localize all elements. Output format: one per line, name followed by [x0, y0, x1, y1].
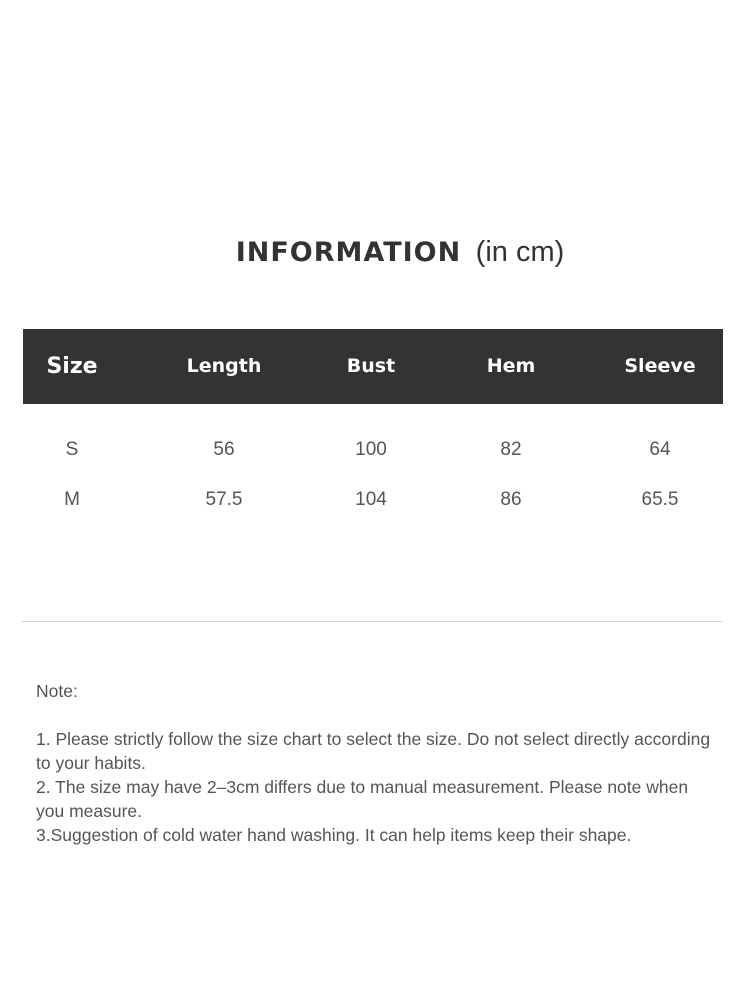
note-item-1: 1. Please strictly follow the size chart to select the size. Do not select directly according to your habits.	[36, 729, 711, 773]
cell-size: M	[64, 489, 80, 510]
note-item-3: 3.Suggestion of cold water hand washing. It can help items keep their shape.	[36, 825, 632, 845]
cell-bust: 104	[355, 489, 387, 510]
title-main: INFORMATION	[235, 237, 462, 268]
cell-length: 57.5	[205, 489, 243, 510]
table-row	[23, 475, 723, 525]
header-size: Size	[46, 354, 98, 379]
cell-sleeve: 64	[649, 439, 671, 460]
table-row	[23, 425, 723, 475]
header-bust: Bust	[346, 355, 396, 377]
notes-section	[36, 679, 716, 847]
section-divider	[22, 621, 723, 622]
cell-bust: 100	[355, 439, 387, 460]
cell-length: 56	[213, 439, 235, 460]
cell-hem: 86	[500, 489, 522, 510]
header-hem: Hem	[486, 355, 536, 377]
header-length: Length	[186, 355, 262, 377]
size-chart-table	[23, 329, 723, 525]
header-sleeve: Sleeve	[624, 355, 696, 377]
cell-size: S	[65, 439, 79, 460]
cell-hem: 82	[500, 439, 522, 460]
table-header-row	[23, 329, 723, 404]
page-title	[0, 236, 750, 269]
notes-title: Note:	[36, 681, 78, 701]
cell-sleeve: 65.5	[641, 489, 679, 510]
title-unit: (in cm)	[475, 236, 565, 268]
note-item-2: 2. The size may have 2–3cm differs due to manual measurement. Please note when you measure.	[36, 777, 689, 821]
